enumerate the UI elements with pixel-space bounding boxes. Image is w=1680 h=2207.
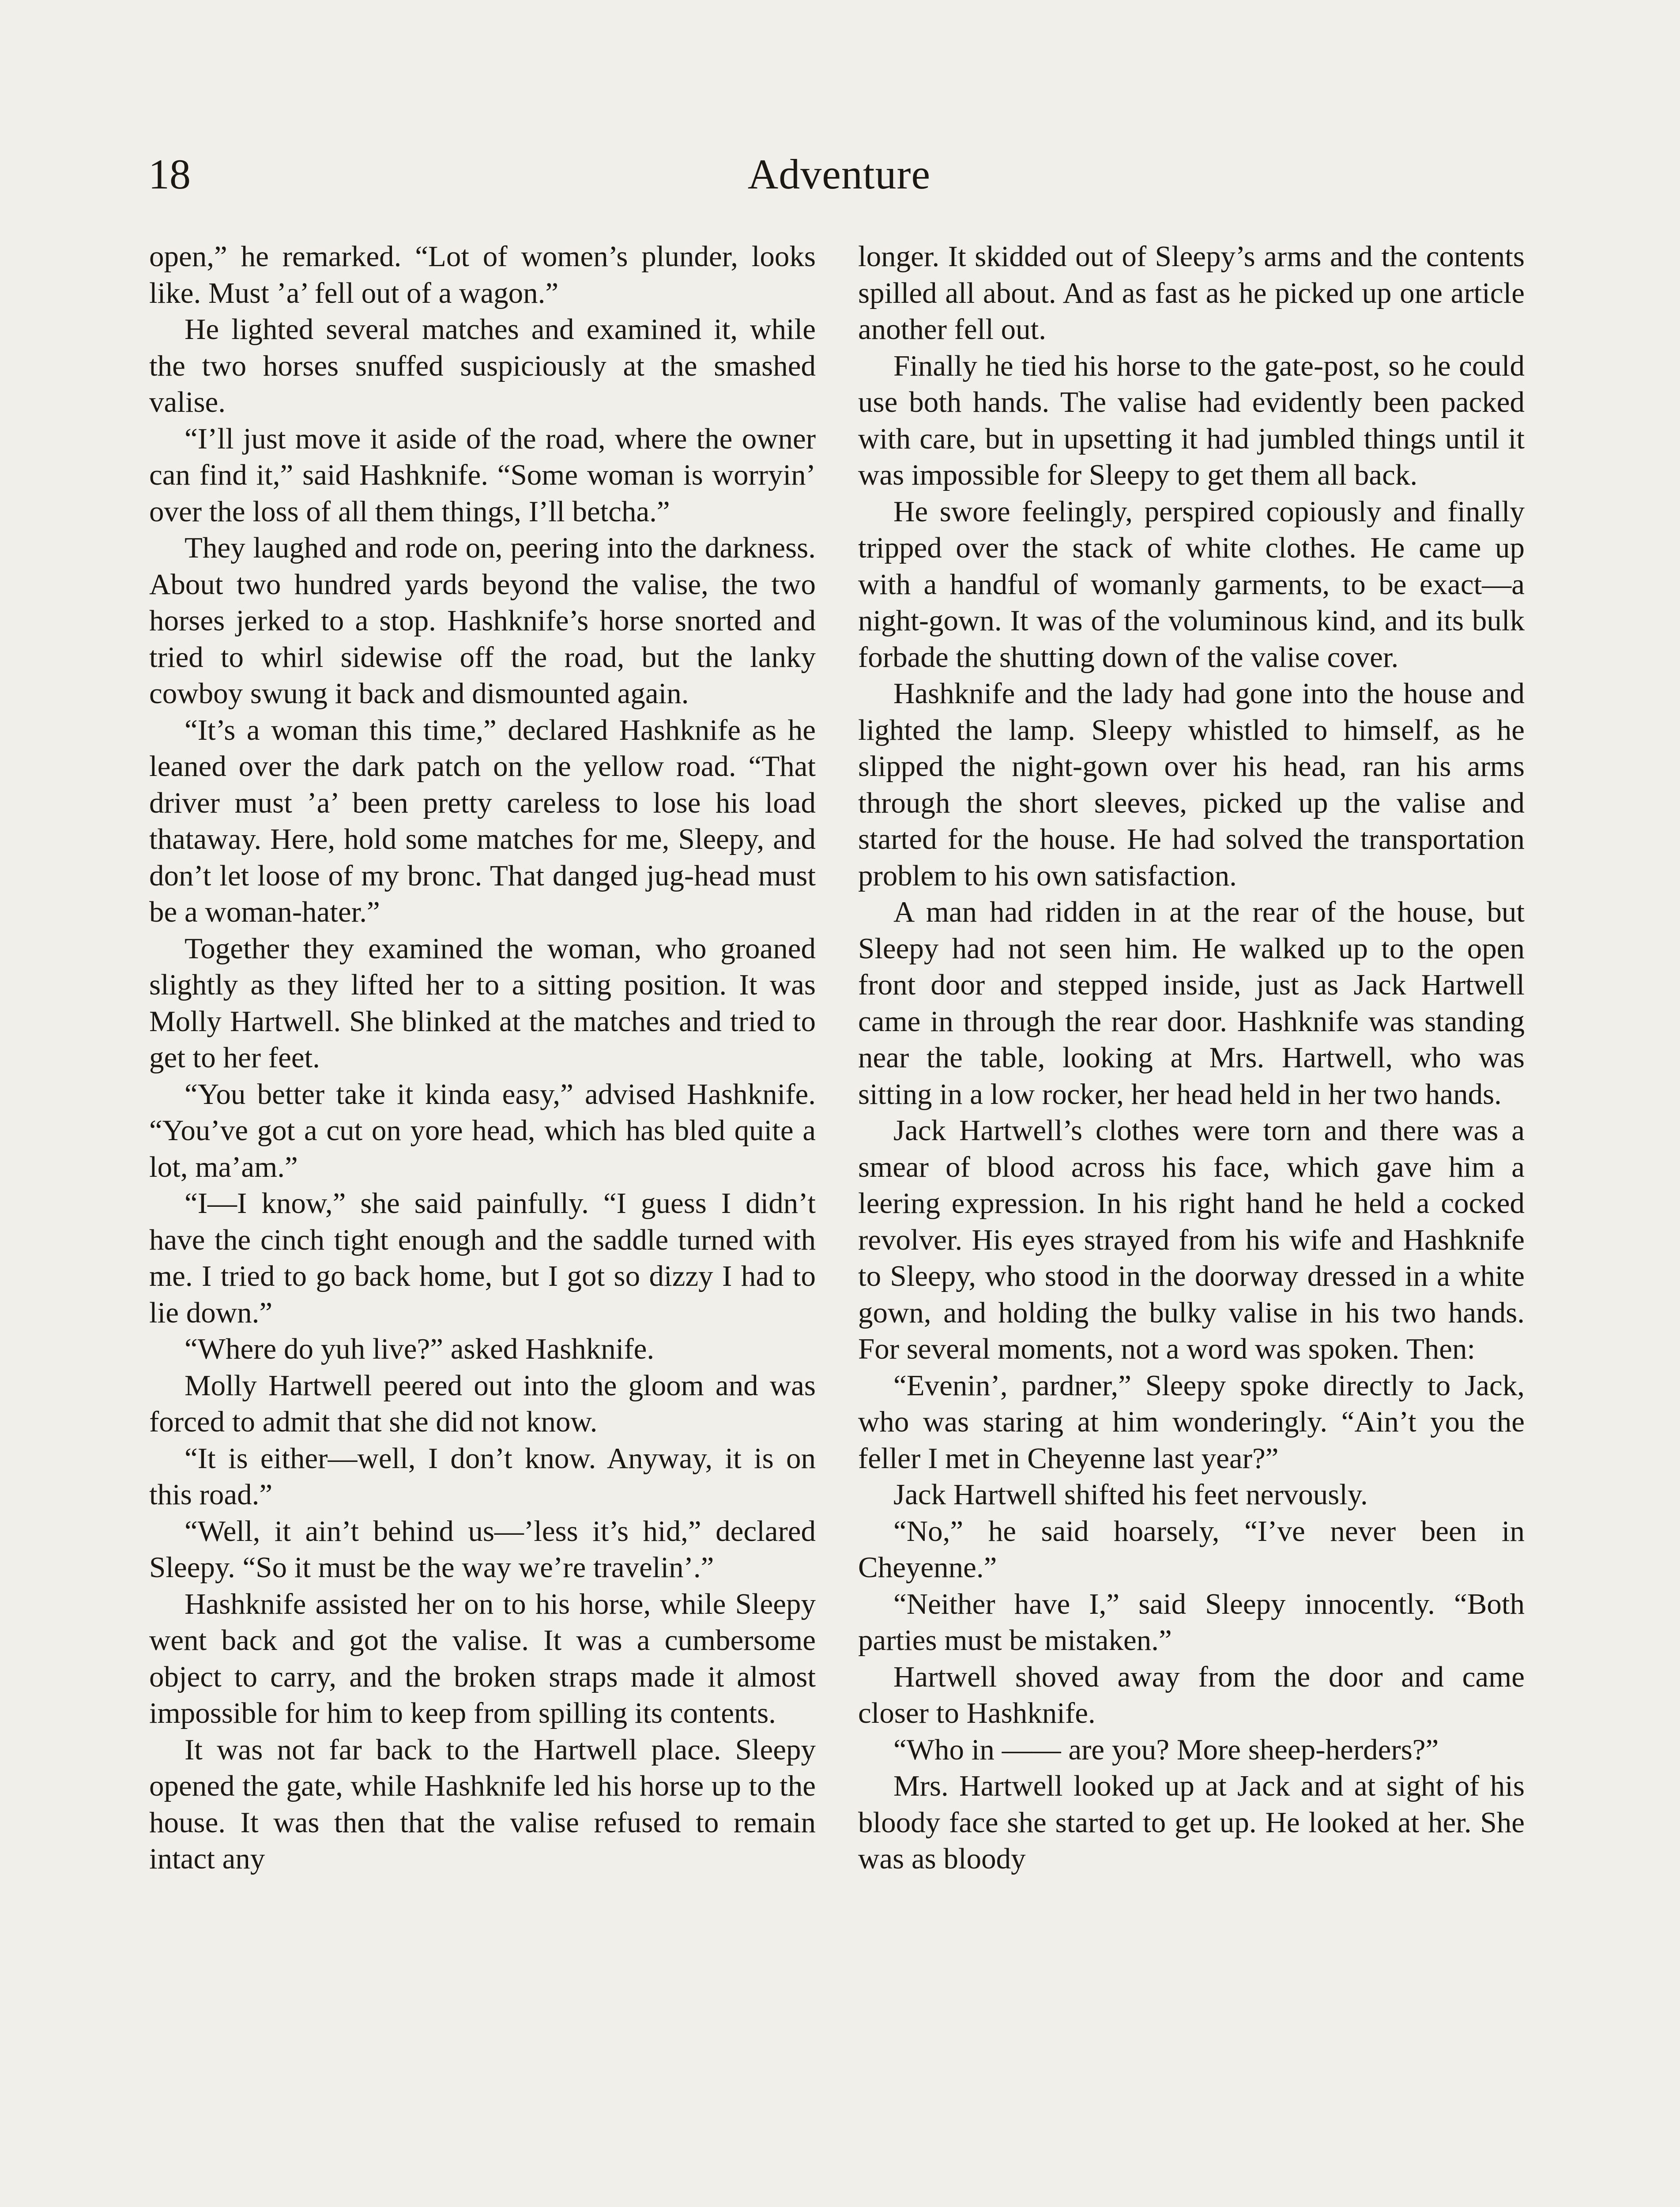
paragraph: It was not far back to the Hartwell place. Sleepy opened the gate, while Hashknife led his horse up to the house. It was then that the valise refused to remain intact any xyxy=(149,1733,816,1875)
left-column xyxy=(149,238,816,1877)
paragraph: Jack Hartwell shifted his feet nervously. xyxy=(893,1478,1368,1511)
paragraph: Molly Hartwell peered out into the gloom and was forced to admit that she did not know. xyxy=(149,1369,816,1438)
paragraph: “Where do yuh live?” asked Hashknife. xyxy=(185,1333,655,1365)
paragraph: “You better take it kinda easy,” advised Hashknife. “You’ve got a cut on yore head, which has bled quite a lot, ma’am.” xyxy=(149,1077,816,1183)
right-column xyxy=(858,238,1525,1877)
paragraph: Mrs. Hartwell looked up at Jack and at sight of his bloody face she started to get up. He looked at her. She was as bloody xyxy=(858,1770,1525,1875)
paragraph: “Who in —— are you? More sheep-herders?” xyxy=(893,1733,1439,1766)
paragraph: “Evenin’, pardner,” Sleepy spoke directly to Jack, who was staring at him wonderingly. “Ain’t you the feller I met in Cheyenne last year?” xyxy=(858,1369,1525,1475)
paragraph: A man had ridden in at the rear of the house, but Sleepy had not seen him. He walked up to the open front door and stepped inside, just as Jack Hartwell came in through the rear door. Hashknife was standing near the table, looking at Mrs. Hartwell, who was sitting in a low rocker, her head held in her two hands. xyxy=(858,896,1525,1111)
paragraph: “It is either—well, I don’t know. Anyway, it is on this road.” xyxy=(149,1442,816,1511)
paragraph: “It’s a woman this time,” declared Hashknife as he leaned over the dark patch on the yellow road. “That driver must ’a’ been pretty careless to lose his load thataway. Here, hold some matches for me, Sleepy, and don’t let loose of my bronc. That danged jug-head must be a woman-hater.” xyxy=(149,713,816,928)
paragraph: open,” he remarked. “Lot of women’s plunder, looks like. Must ’a’ fell out of a wagon.” xyxy=(149,240,816,309)
paragraph: “Well, it ain’t behind us—’less it’s hid,” declared Sleepy. “So it must be the way we’re travelin’.” xyxy=(149,1514,816,1584)
paragraph: They laughed and rode on, peering into the darkness. About two hundred yards beyond the valise, the two horses jerked to a stop. Hashknife’s horse snorted and tried to whirl sidewise off the road, but the lanky cowboy swung it back and dismounted again. xyxy=(149,531,816,710)
paragraph: Finally he tied his horse to the gate-post, so he could use both hands. The valise had evidently been packed with care, but in upsetting it had jumbled things until it was impossible for Sleepy to get them all back. xyxy=(858,349,1525,491)
paragraph: “No,” he said hoarsely, “I’ve never been in Cheyenne.” xyxy=(858,1514,1525,1584)
paragraph: “I—I know,” she said painfully. “I guess I didn’t have the cinch tight enough and the saddle turned with me. I tried to go back home, but I got so dizzy I had to lie down.” xyxy=(149,1187,816,1329)
paragraph: Jack Hartwell’s clothes were torn and there was a smear of blood across his face, which gave him a leering expression. In his right hand he held a cocked revolver. His eyes strayed from his wife and Hashknife to Sleepy, who stood in the doorway dressed in a white gown, and holding the bulky valise in his two hands. For several moments, not a word was spoken. Then: xyxy=(858,1114,1525,1365)
paragraph: Hashknife assisted her on to his horse, while Sleepy went back and got the valise. It was a cumbersome object to carry, and the broken straps made it almost impossible for him to keep from spilling its contents. xyxy=(149,1587,816,1729)
paragraph: Hartwell shoved away from the door and came closer to Hashknife. xyxy=(858,1660,1525,1729)
paragraph: “I’ll just move it aside of the road, where the owner can find it,” said Hashknife. “Some woman is worryin’ over the loss of all them things, I’ll betcha.” xyxy=(149,422,816,528)
paragraph: Hashknife and the lady had gone into the house and lighted the lamp. Sleepy whistled to himself, as he slipped the night-gown over his head, ran his arms through the short sleeves, picked up the valise and started for the house. He had solved the transportation problem to his own satisfaction. xyxy=(858,677,1525,892)
paragraph: Together they examined the woman, who groaned slightly as they lifted her to a sitting position. It was Molly Hartwell. She blinked at the matches and tried to get to her feet. xyxy=(149,932,816,1074)
paragraph: “Neither have I,” said Sleepy innocently. “Both parties must be mistaken.” xyxy=(858,1587,1525,1657)
paragraph: He swore feelingly, perspired copiously and finally tripped over the stack of white clothes. He came up with a handful of womanly garments, to be exact—a night-gown. It was of the voluminous kind, and its bulk forbade the shutting down of the valise cover. xyxy=(858,495,1525,674)
paragraph: He lighted several matches and examined it, while the two horses snuffed suspiciously at the smashed valise. xyxy=(149,313,816,418)
paragraph: longer. It skidded out of Sleepy’s arms and the contents spilled all about. And as fast as he picked up one article another fell out. xyxy=(858,240,1525,346)
running-head: Adventure xyxy=(747,151,931,198)
page-header xyxy=(148,146,1530,203)
page-number: 18 xyxy=(148,151,191,198)
